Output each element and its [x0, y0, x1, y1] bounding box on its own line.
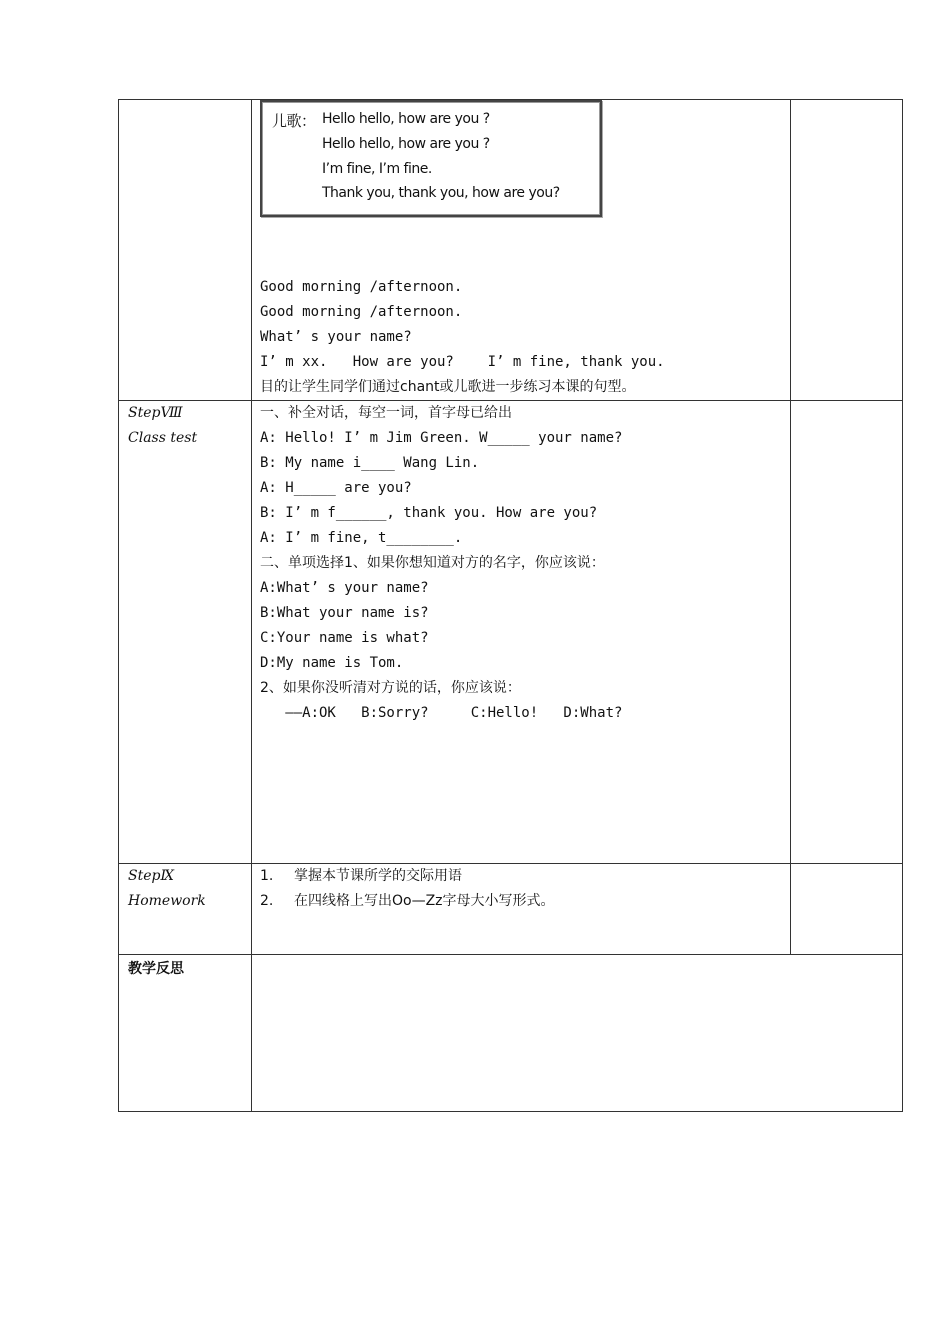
choice-option: A:What’ s your name? [260, 580, 429, 596]
dialogue-line: B: I’ m f______, thank you. How are you? [260, 505, 598, 521]
choice-option: D:My name is Tom. [260, 655, 404, 671]
rhyme-label: 儿歌： [272, 112, 316, 130]
empty-note-cell [791, 401, 903, 864]
question-line: 2、如果你没听清对方说的话，你应该说： [260, 680, 521, 696]
homework-item-number: 2. [260, 893, 274, 909]
choice-option: B:What your name is? [260, 605, 429, 621]
section-heading: 一、补全对话，每空一词，首字母已给出 [260, 405, 512, 421]
empty-note-cell [791, 864, 903, 955]
step9-subtitle: Homework [128, 893, 206, 909]
step9-title-cell [119, 864, 252, 955]
reflection-content-cell [252, 955, 903, 1112]
homework-item [260, 889, 790, 914]
chant-line: Good morning /afternoon. [260, 304, 463, 320]
reflection-label-cell [119, 955, 252, 1112]
step8-subtitle: Class test [128, 430, 198, 446]
rhyme-line: Hello hello, how are you ? [322, 111, 490, 127]
homework-item [260, 864, 790, 889]
step8-content-cell [252, 401, 791, 864]
step8-title-cell [119, 401, 252, 864]
chant-line: Good morning /afternoon. [260, 279, 463, 295]
homework-item-text: 掌握本节课所学的交际用语 [294, 868, 462, 884]
dialogue-line: A: H_____ are you? [260, 480, 412, 496]
chant-purpose: 目的让学生同学们通过chant或儿歌进一步练习本课的句型。 [260, 379, 636, 395]
step9-title: StepⅨ [128, 868, 174, 884]
chant-line: I’ m xx. How are you? I’ m fine, thank you. [260, 354, 665, 370]
homework-item-number: 1. [260, 868, 274, 884]
rhyme-line: I’m fine, I’m fine. [322, 161, 432, 177]
chant-lines [252, 217, 790, 400]
reflection-label: 教学反思 [128, 961, 184, 977]
lesson-plan-table [118, 99, 903, 1112]
dialogue-line: A: Hello! I’ m Jim Green. W_____ your name? [260, 430, 623, 446]
rhyme-box [260, 100, 602, 217]
choice-option: C:Your name is what? [260, 630, 429, 646]
step9-content-cell [252, 864, 791, 955]
class-test-row [119, 401, 903, 864]
class-test-lines [252, 401, 790, 726]
empty-note-cell [791, 100, 903, 401]
chant-row [119, 100, 903, 401]
chant-line: What’ s your name? [260, 329, 412, 345]
dialogue-line: B: My name i____ Wang Lin. [260, 455, 480, 471]
chant-content-cell [252, 100, 791, 401]
rhyme-line: Hello hello, how are you ? [322, 136, 490, 152]
reflection-row [119, 955, 903, 1112]
choice-options-line: ——A:OK B:Sorry? C:Hello! D:What? [260, 705, 623, 721]
rhyme-line: Thank you, thank you, how are you? [322, 185, 560, 201]
dialogue-line: A: I’ m fine, t________. [260, 530, 463, 546]
homework-row [119, 864, 903, 955]
section-heading: 二、单项选择1、如果你想知道对方的名字，你应该说： [260, 555, 605, 571]
step8-title: StepⅧ [128, 405, 183, 421]
empty-step-cell [119, 100, 252, 401]
homework-item-text: 在四线格上写出Oo—Zz字母大小写形式。 [294, 893, 555, 909]
homework-list [252, 864, 790, 914]
